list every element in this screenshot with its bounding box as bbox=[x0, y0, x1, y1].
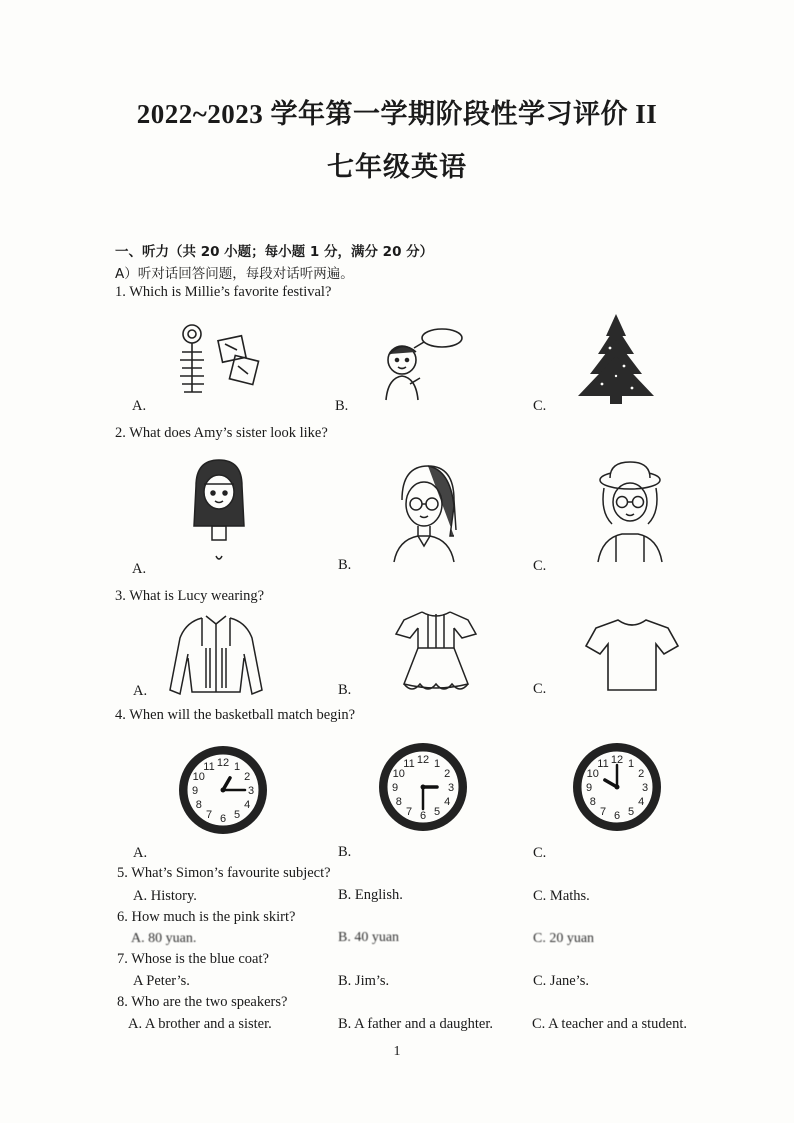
q3-option-c: C. bbox=[533, 681, 547, 697]
svg-text:5: 5 bbox=[627, 806, 635, 819]
svg-text:9: 9 bbox=[391, 782, 399, 794]
svg-text:12: 12 bbox=[610, 754, 624, 766]
question-4: 4. When will the basketball match begin? bbox=[115, 707, 356, 723]
svg-text:3: 3 bbox=[447, 782, 455, 794]
svg-text:8: 8 bbox=[395, 796, 402, 808]
svg-text:2: 2 bbox=[638, 768, 645, 780]
section-heading: 一、听力（共 20 小题；每小题 1 分，满分 20 分） bbox=[115, 244, 434, 260]
exam-title: 2022~2023 学年第一学期阶段性学习评价 II bbox=[136, 99, 658, 129]
q7-option-a: A Peter’s. bbox=[133, 973, 190, 989]
q2-option-c: C. bbox=[533, 558, 547, 574]
svg-text:3: 3 bbox=[247, 785, 255, 797]
svg-text:6: 6 bbox=[613, 810, 621, 822]
dress-icon bbox=[392, 608, 480, 698]
svg-text:10: 10 bbox=[586, 768, 599, 780]
q7-option-b: B. Jim’s. bbox=[338, 973, 390, 989]
q3-option-b: B. bbox=[338, 682, 352, 698]
boy-with-speech-bubble-icon bbox=[380, 326, 470, 402]
tshirt-icon bbox=[584, 616, 680, 694]
part-a-instruction: A）听对话回答问题，每段对话听两遍。 bbox=[115, 266, 354, 282]
question-5: 5. What’s Simon’s favourite subject? bbox=[117, 865, 331, 881]
q7-option-c: C. Jane’s. bbox=[533, 973, 589, 989]
girl-glasses-icon bbox=[388, 460, 464, 564]
blouse-icon bbox=[168, 612, 264, 698]
question-8: 8. Who are the two speakers? bbox=[117, 994, 288, 1010]
svg-text:11: 11 bbox=[597, 757, 609, 770]
svg-text:3: 3 bbox=[641, 782, 649, 794]
svg-text:11: 11 bbox=[203, 760, 215, 773]
svg-text:2: 2 bbox=[444, 768, 451, 780]
svg-text:5: 5 bbox=[433, 806, 441, 819]
svg-text:6: 6 bbox=[419, 810, 427, 822]
svg-text:1: 1 bbox=[433, 757, 441, 770]
q6-option-a: A. 80 yuan. bbox=[131, 931, 197, 946]
svg-text:6: 6 bbox=[219, 813, 227, 825]
svg-text:2: 2 bbox=[244, 771, 251, 783]
svg-text:7: 7 bbox=[599, 806, 607, 819]
clock-icon bbox=[176, 743, 270, 837]
svg-text:4: 4 bbox=[444, 796, 451, 808]
q8-option-b: B. A father and a daughter. bbox=[338, 1016, 494, 1032]
svg-text:12: 12 bbox=[216, 757, 230, 769]
girl-long-hair-icon bbox=[186, 456, 252, 566]
question-1: 1. Which is Millie’s favorite festival? bbox=[115, 284, 332, 300]
q4-option-b: B. bbox=[338, 844, 352, 860]
q1-option-a: A. bbox=[132, 398, 147, 414]
svg-text:8: 8 bbox=[195, 799, 202, 811]
q1-option-c: C. bbox=[533, 398, 547, 414]
svg-text:7: 7 bbox=[405, 806, 413, 819]
svg-text:12: 12 bbox=[416, 754, 430, 766]
girl-hat-glasses-icon bbox=[592, 458, 668, 564]
q2-option-a: A. bbox=[132, 561, 147, 577]
svg-text:1: 1 bbox=[627, 757, 635, 770]
q3-option-a: A. bbox=[133, 683, 148, 699]
q6-option-c: C. 20 yuan bbox=[533, 931, 595, 946]
svg-text:4: 4 bbox=[244, 799, 251, 811]
svg-text:11: 11 bbox=[403, 757, 415, 770]
page-number: 1 bbox=[393, 1044, 401, 1059]
svg-text:7: 7 bbox=[205, 809, 213, 822]
q4-option-a: A. bbox=[133, 845, 148, 861]
q5-option-b: B. English. bbox=[338, 887, 403, 903]
christmas-tree-icon bbox=[570, 310, 662, 406]
svg-text:8: 8 bbox=[589, 796, 596, 808]
svg-text:4: 4 bbox=[638, 796, 645, 808]
svg-text:1: 1 bbox=[233, 760, 241, 773]
q6-option-b: B. 40 yuan bbox=[338, 930, 400, 945]
firecrackers-icon bbox=[170, 322, 265, 404]
svg-text:10: 10 bbox=[192, 771, 205, 783]
q5-option-c: C. Maths. bbox=[533, 888, 590, 904]
clock-icon bbox=[570, 740, 664, 834]
exam-subject: 七年级英语 bbox=[327, 152, 467, 182]
question-6: 6. How much is the pink skirt? bbox=[117, 909, 296, 925]
q5-option-a: A. History. bbox=[133, 888, 197, 904]
svg-text:9: 9 bbox=[585, 782, 593, 794]
q8-option-c: C. A teacher and a student. bbox=[532, 1016, 688, 1032]
question-3: 3. What is Lucy wearing? bbox=[115, 588, 265, 604]
q8-option-a: A. A brother and a sister. bbox=[128, 1016, 272, 1032]
svg-text:10: 10 bbox=[392, 768, 405, 780]
svg-text:9: 9 bbox=[191, 785, 199, 797]
q2-option-b: B. bbox=[338, 557, 352, 573]
svg-text:5: 5 bbox=[233, 809, 241, 822]
q4-option-c: C. bbox=[533, 845, 547, 861]
q1-option-b: B. bbox=[335, 398, 349, 414]
question-7: 7. Whose is the blue coat? bbox=[117, 951, 269, 967]
clock-icon bbox=[376, 740, 470, 834]
question-2: 2. What does Amy’s sister look like? bbox=[115, 425, 328, 441]
